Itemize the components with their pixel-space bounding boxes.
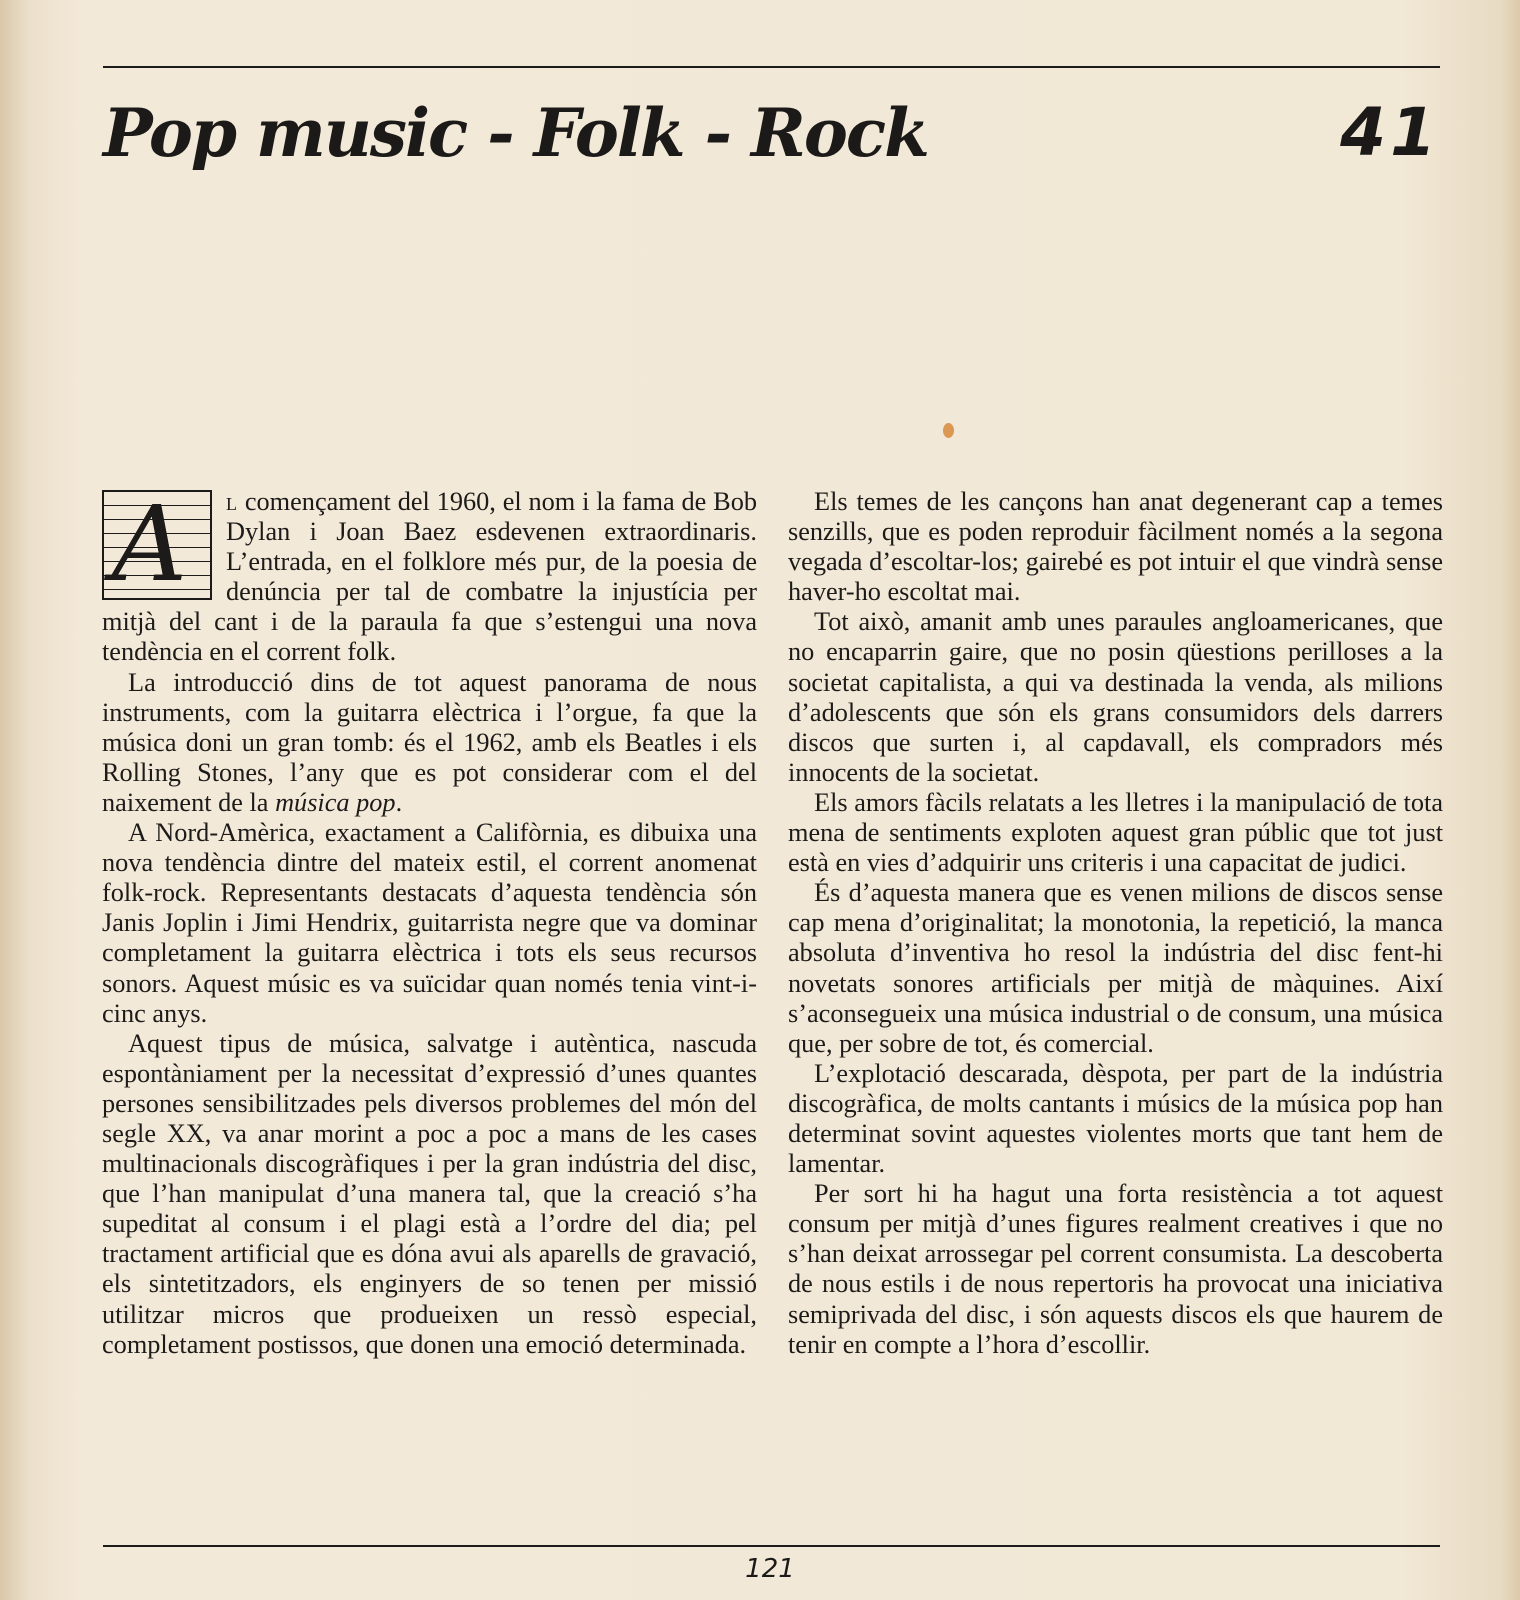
paragraph-8: És d’aquesta manera que es venen milions de discos sense cap mena d’originalitat; la monotonia, la repetició, la manca absoluta d’inventiva ho resol la indústria del disc fent-hi novetats sonores artificials per mitjà de màquines. Així s’aconsegueix una música industrial o de consum, una música que, per sobre de tot, és comercial. — [788, 878, 1443, 1058]
paragraph-2-text: La introducció dins de tot aquest panorama de nous instruments, com la guitarra elèctrica i l’orgue, fa que la música doni un gran tomb: és el 1962, amb els Beatles i els Rolling Stones, l’any que es pot considerar com el del naixement de la — [102, 667, 757, 817]
paragraph-10: Per sort hi ha hagut una forta resistència a tot aquest consum per mitjà d’unes figures realment creatives i que no s’han deixat arrossegar pel corrent consumista. La descoberta de nous estils i de nous repertoris ha provocat una iniciativa semiprivada del disc, i són aquests discos els que haurem de tenir en compte a l’hora d’escollir. — [788, 1179, 1443, 1359]
paragraph-6: Tot això, amanit amb unes paraules angloamericanes, que no encaparrin gaire, que no posin qüestions perilloses a la societat capitalista, a qui va destinada la venda, als milions d’adolescents que són els grans consumidors dels darrers discos que surten i, al capdavall, els compradors més innocents de la societat. — [788, 607, 1443, 787]
page-number: 121 — [745, 1554, 795, 1584]
paper-stain — [943, 423, 954, 438]
chapter-title: Pop music - Folk - Rock — [103, 94, 928, 172]
paragraph-2 — [102, 668, 757, 818]
paragraph-1 — [102, 487, 757, 668]
paragraph-5: Els temes de les cançons han anat degenerant cap a temes senzills, que es poden reproduir fàcilment només a la segona vegada d’escoltar-los; gairebé es pot intuir el que vindrà sense haver-ho escoltat mai. — [788, 487, 1443, 607]
right-column — [788, 487, 1443, 1360]
paragraph-2-end: . — [395, 787, 403, 817]
paragraph-3: A Nord-Amèrica, exactament a Califòrnia, es dibuixa una nova tendència dintre del mateix estil, el corrent anomenat folk-rock. Representants destacats d’aquesta tendència són Janis Joplin i Jimi Hendrix, guitarrista negre que va dominar completament la guitarra elèctrica i tots els seus recursos sonors. Aquest músic es va suïcidar quan només tenia vint-i-cinc anys. — [102, 818, 757, 1028]
left-column — [102, 487, 757, 1360]
paragraph-2-italic: música pop — [275, 787, 396, 817]
paragraph-9: L’explotació descarada, dèspota, per part de la indústria discogràfica, de molts cantants i músics de la música pop han determinat sovint aquestes violentes morts que tant hem de lamentar. — [788, 1058, 1443, 1179]
drop-cap-letter: A — [112, 490, 188, 600]
paragraph-1-lead: l — [226, 487, 238, 516]
chapter-number: 41 — [1340, 94, 1440, 171]
paragraph-1-text: començament del 1960, el nom i la fama de Bob Dylan i Joan Baez esdevenen extraordinaris. L’entrada, en el folklore més pur, de la poesia de denúncia per tal de combatre la injustícia per mitjà del cant i de la paraula fa que s’estengui una nova tendència en el corrent folk. — [102, 487, 757, 667]
drop-cap-box — [102, 490, 212, 600]
bottom-rule — [103, 1545, 1440, 1547]
paragraph-7: Els amors fàcils relatats a les lletres i la manipulació de tota mena de sentiments exploten aquest gran públic que tot just està en vies d’adquirir uns criteris i una capacitat de judici. — [788, 787, 1443, 878]
top-rule — [103, 66, 1440, 68]
paragraph-4: Aquest tipus de música, salvatge i autèntica, nascuda espontàniament per la necessitat d’expressió d’unes quantes persones sensibilitzades pels diversos problemes del món del segle XX, va anar morint a poc a poc a mans de les cases multinacionals discogràfiques i per la gran indústria del disc, que l’han manipulat d’una manera tal, que la creació s’ha supeditat al consum i el plagi està a l’ordre del dia; pel tractament artificial que es dóna avui als aparells de gravació, els sintetitzadors, els enginyers de so tenen per missió utilitzar micros que produeixen un ressò especial, completament postissos, que donen una emoció determinada. — [102, 1028, 757, 1359]
